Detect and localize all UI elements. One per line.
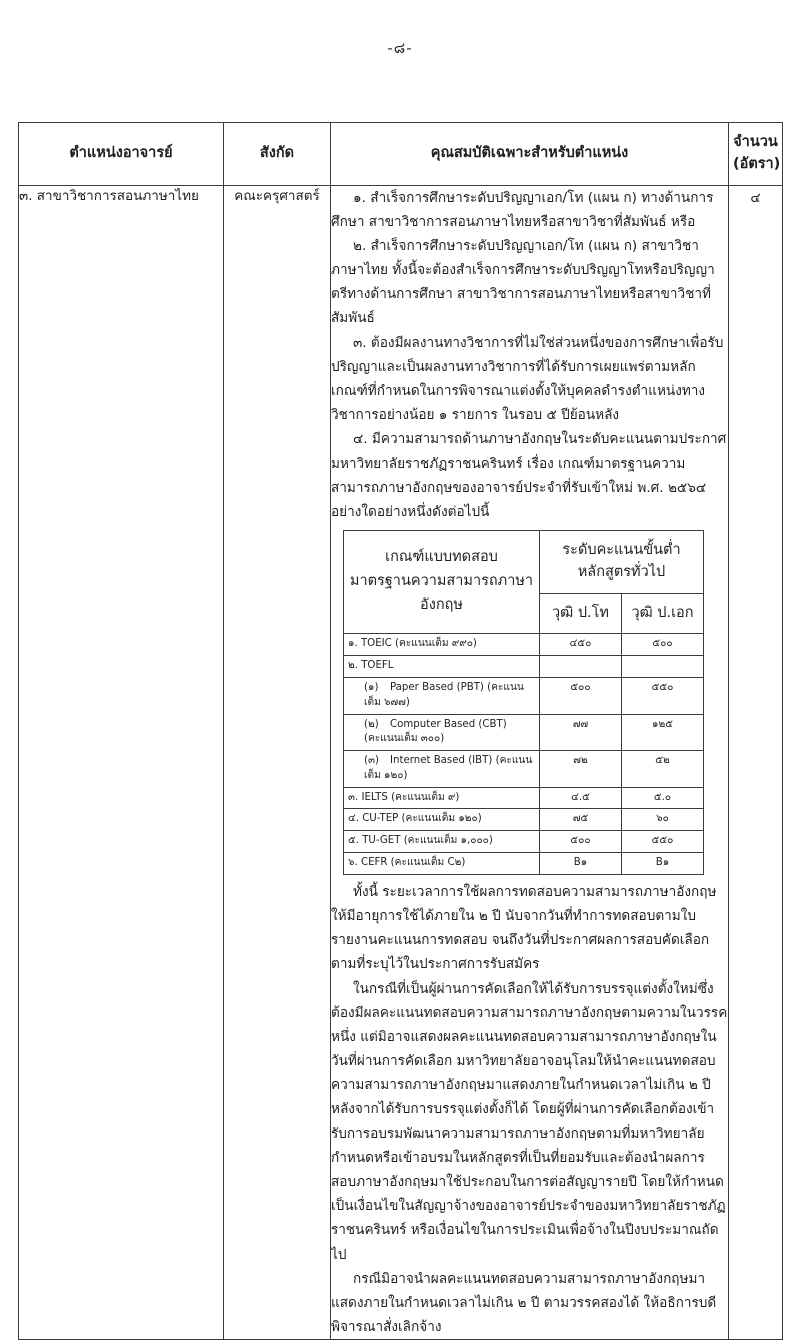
- score-header-minimum: ระดับคะแนนขั้นต่ำหลักสูตรทั่วไป: [540, 531, 704, 594]
- cell-faculty: คณะครุศาสตร์: [224, 185, 331, 1340]
- score-header-criteria-line2: มาตรฐานความสามารถภาษาอังกฤษ: [349, 573, 534, 614]
- score-row-label: [344, 787, 540, 809]
- note-paragraph-3: กรณีมิอาจนำผลคะแนนทดสอบความสามารถภาษาอังกฤษมาแสดงภายในกำหนดเวลาไม่เกิน ๒ ปี ตามวรรคสองได้ ให้อธิการบดีพิจารณาสั่งเลิกจ้าง: [331, 1270, 717, 1336]
- column-header-qualification: คุณสมบัติเฉพาะสำหรับตำแหน่ง: [331, 123, 729, 186]
- cell-qualification: [331, 185, 729, 1340]
- column-header-position: ตำแหน่งอาจารย์: [19, 123, 224, 186]
- cell-count: ๔: [729, 185, 783, 1340]
- score-table-row: [344, 751, 704, 788]
- score-row-doctor-value: ๕๐๐: [622, 634, 704, 656]
- score-row-number: (๓): [364, 755, 379, 767]
- score-row-label: [344, 677, 540, 714]
- score-header-criteria: [344, 531, 540, 634]
- score-row-number: ๓.: [348, 791, 362, 803]
- score-row-master-value: ๔๕๐: [540, 634, 622, 656]
- column-header-count: [729, 123, 783, 186]
- table-row: [19, 185, 783, 1340]
- score-row-doctor-value: ๕.๐: [622, 787, 704, 809]
- column-header-faculty: สังกัด: [224, 123, 331, 186]
- qualification-item-1: ๑. สำเร็จการศึกษาระดับปริญญาเอก/โท (แผน ก) ทางด้านการศึกษา สาขาวิชาการสอนภาษาไทยหรือสาขาวิชาที่สัมพันธ์ หรือ: [331, 189, 714, 230]
- score-row-number: (๑): [364, 681, 379, 693]
- score-row-doctor-value: ๖๐: [622, 809, 704, 831]
- score-row-master-value: ๕๐๐: [540, 677, 622, 714]
- score-row-text: IELTS (คะแนนเต็ม ๙): [361, 791, 460, 803]
- english-score-table-wrapper: [331, 524, 728, 880]
- score-table-body: [344, 634, 704, 874]
- cell-position: ๓. สาขาวิชาการสอนภาษาไทย: [19, 185, 224, 1340]
- score-row-master-value: B๑: [540, 852, 622, 874]
- table-body: [19, 185, 783, 1340]
- page-number: -๘-: [387, 39, 413, 57]
- score-row-label: [344, 656, 540, 678]
- note-paragraph-1: ทั้งนี้ ระยะเวลาการใช้ผลการทดสอบความสามารถภาษาอังกฤษให้มีอายุการใช้ได้ภายใน ๒ ปี นับจากวันที่ทำการทดสอบตามใบรายงานคะแนนการทดสอบ จนถึงวันที่ประกาศผลการสอบคัดเลือกตามที่ระบุไว้ในประกาศการรับสมัคร: [331, 883, 717, 973]
- score-table-row: [344, 809, 704, 831]
- score-row-doctor-value: [622, 656, 704, 678]
- score-row-number: ๔.: [348, 813, 363, 825]
- score-row-label: [344, 751, 540, 788]
- qualification-item-3: ๓. ต้องมีผลงานทางวิชาการที่ไม่ใช่ส่วนหนึ่งของการศึกษาเพื่อรับปริญญาและเป็นผลงานทางวิชาการที่ได้รับการเผยแพร่ตามหลักเกณฑ์ที่กำหนดในการพิจารณาแต่งตั้งให้บุคคลดำรงตำแหน่งทางวิชาการอย่างน้อย ๑ รายการ ในรอบ ๕ ปีย้อนหลัง: [331, 334, 724, 424]
- score-table-row: [344, 656, 704, 678]
- score-row-doctor-value: ๕๕๐: [622, 677, 704, 714]
- score-row-number: ๒.: [348, 660, 362, 672]
- qualification-item-4: ๔. มีความสามารถด้านภาษาอังกฤษในระดับคะแนนตามประกาศมหาวิทยาลัยราชภัฏราชนครินทร์ เรื่อง เกณฑ์มาตรฐานความสามารถภาษาอังกฤษของอาจารย์ประจำที่รับเข้าใหม่ พ.ศ. ๒๕๖๔ อย่างใดอย่างหนึ่งดังต่อไปนี้: [331, 431, 727, 520]
- score-header-doctor: วุฒิ ป.เอก: [622, 593, 704, 634]
- column-header-count-line2: (อัตรา): [733, 155, 781, 172]
- score-row-text: Internet Based (IBT) (คะแนนเต็ม ๑๒๐): [364, 755, 533, 781]
- score-row-text: Paper Based (PBT) (คะแนนเต็ม ๖๗๗): [364, 681, 524, 708]
- score-row-label: [344, 831, 540, 853]
- score-row-text: CU-TEP (คะแนนเต็ม ๑๒๐): [362, 813, 482, 825]
- score-row-text: TU-GET (คะแนนเต็ม ๑,๐๐๐): [362, 835, 493, 847]
- note-paragraph-2: ในกรณีที่เป็นผู้ผ่านการคัดเลือกให้ได้รับการบรรจุแต่งตั้งใหม่ซึ่งต้องมีผลคะแนนทดสอบความสามารถภาษาอังกฤษตามความในวรรคหนึ่ง แต่มิอาจแสดงผลคะแนนทดสอบความสามารถภาษาอังกฤษในวันที่ผ่านการคัดเลือก มหาวิทยาลัยอาจอนุโลมให้นำคะแนนทดสอบความสามารถภาษาอังกฤษมาแสดงภายในกำหนดเวลาไม่เกิน ๒ ปี หลังจากได้รับการบรรจุแต่งตั้งก็ได้ โดยผู้ที่ผ่านการคัดเลือกต้องเข้ารับการอบรมพัฒนาความสามารถภาษาอังกฤษตามที่มหาวิทยาลัยกำหนดหรือเข้าอบรมในหลักสูตรที่เป็นที่ยอมรับและต้องนำผลการสอบภาษาอังกฤษมาใช้ประกอบในการต่อสัญญารายปี โดยให้กำหนดเป็นเงื่อนไขในสัญญาจ้างของอาจารย์ประจำของมหาวิทยาลัยราชภัฏราชนครินทร์ หรือเงื่อนไขในการประเมินเพื่อจ้างในปีงบประมาณถัดไป: [331, 980, 728, 1263]
- score-table-row: [344, 714, 704, 751]
- score-row-label: [344, 714, 540, 751]
- score-row-label: [344, 852, 540, 874]
- score-row-number: ๕.: [348, 835, 363, 847]
- score-row-doctor-value: ๕๕๐: [622, 831, 704, 853]
- score-row-doctor-value: ๕๒: [622, 751, 704, 788]
- score-row-doctor-value: B๑: [622, 852, 704, 874]
- score-table-row: [344, 787, 704, 809]
- score-row-number: (๒): [364, 718, 379, 730]
- qualification-item-2: ๒. สำเร็จการศึกษาระดับปริญญาเอก/โท (แผน ก) สาขาวิชาภาษาไทย ทั้งนี้จะต้องสำเร็จการศึกษาระดับปริญญาโทหรือปริญญาตรีทางด้านการศึกษา สาขาวิชาการสอนภาษาไทยหรือสาขาวิชาที่สัมพันธ์: [331, 237, 715, 327]
- score-row-label: [344, 634, 540, 656]
- score-row-master-value: ๕๐๐: [540, 831, 622, 853]
- score-table-header: [344, 531, 704, 634]
- qualification-table: [18, 122, 783, 1340]
- score-table-row: [344, 634, 704, 656]
- score-header-row-1: [344, 531, 704, 594]
- score-row-master-value: ๗๒: [540, 751, 622, 788]
- table-header-row: [19, 123, 783, 186]
- score-row-master-value: ๔.๕: [540, 787, 622, 809]
- score-header-master: วุฒิ ป.โท: [540, 593, 622, 634]
- score-table-row: [344, 852, 704, 874]
- score-row-text: CEFR (คะแนนเต็ม C๒): [360, 856, 466, 868]
- score-row-text: TOEIC (คะแนนเต็ม ๙๙๐): [360, 638, 477, 650]
- table-header: [19, 123, 783, 186]
- score-table-row: [344, 677, 704, 714]
- score-row-doctor-value: ๑๒๕: [622, 714, 704, 751]
- score-row-number: ๖.: [348, 856, 361, 868]
- score-row-master-value: [540, 656, 622, 678]
- score-row-text: TOEFL: [361, 660, 394, 672]
- score-row-master-value: ๗๗: [540, 714, 622, 751]
- column-header-count-line1: จำนวน: [733, 134, 778, 150]
- score-row-number: ๑.: [348, 638, 361, 650]
- score-header-criteria-line1: เกณฑ์แบบทดสอบ: [385, 549, 498, 566]
- score-row-master-value: ๗๕: [540, 809, 622, 831]
- score-row-label: [344, 809, 540, 831]
- score-row-text: Computer Based (CBT) (คะแนนเต็ม ๓๐๐): [364, 718, 507, 745]
- score-table-row: [344, 831, 704, 853]
- english-score-table: [343, 530, 704, 875]
